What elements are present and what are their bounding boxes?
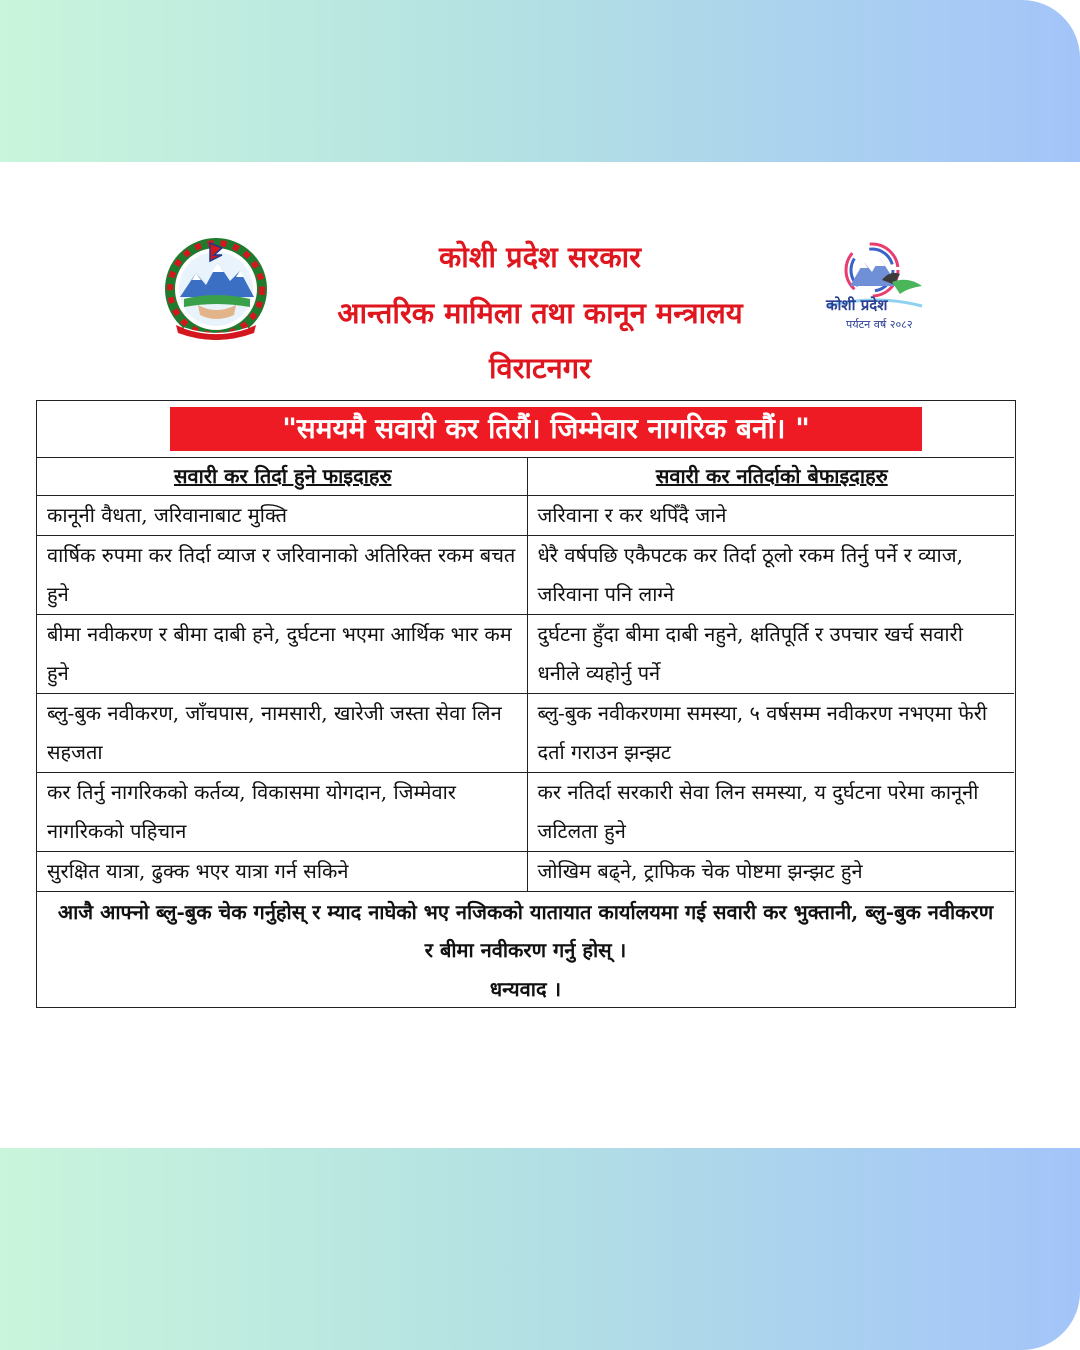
- disadvantage-cell: जोखिम बढ्ने, ट्राफिक चेक पोष्टमा झन्झट हुने: [527, 852, 1014, 892]
- benefit-cell: बीमा नवीकरण र बीमा दाबी हने, दुर्घटना भएमा आर्थिक भार कम हुने: [37, 615, 527, 694]
- header-government: कोशी प्रदेश सरकार: [439, 240, 641, 274]
- comparison-table: [37, 458, 1014, 892]
- table-row: [37, 615, 1014, 694]
- disadvantage-cell: ब्लु-बुक नवीकरणमा समस्या, ५ वर्षसम्म नवीकरण नभएमा फेरी दर्ता गराउन झन्झट: [527, 694, 1014, 773]
- table-header-row: [37, 458, 1014, 496]
- slogan-banner: "समयमै सवारी कर तिरौं। जिम्मेवार नागरिक बनौं। ": [170, 407, 922, 451]
- table-row: [37, 536, 1014, 615]
- disadvantage-cell: दुर्घटना हुँदा बीमा दाबी नहुने, क्षतिपूर्ति र उपचार खर्च सवारी धनीले व्यहोर्नु पर्ने: [527, 615, 1014, 694]
- notice-box: [36, 400, 1016, 1008]
- table-row: [37, 496, 1014, 536]
- header-ministry: आन्तरिक मामिला तथा कानून मन्त्रालय: [337, 296, 743, 330]
- disadvantage-cell: धेरै वर्षपछि एकैपटक कर तिर्दा ठूलो रकम तिर्नु पर्ने र व्याज, जरिवाना पनि लाग्ने: [527, 536, 1014, 615]
- slogan-row: [37, 401, 1014, 458]
- bottom-gradient-band: [0, 1148, 1080, 1350]
- benefit-cell: कर तिर्नु नागरिकको कर्तव्य, विकासमा योगदान, जिम्मेवार नागरिकको पहिचान: [37, 773, 527, 852]
- koshi-logo-subtitle: पर्यटन वर्ष २०८२: [846, 318, 913, 331]
- benefit-cell: ब्लु-बुक नवीकरण, जाँचपास, नामसारी, खारेजी जस्ता सेवा लिन सहजता: [37, 694, 527, 773]
- table-row: [37, 773, 1014, 852]
- top-gradient-band: [0, 0, 1080, 162]
- header-city: विराटनगर: [489, 351, 591, 385]
- table-row: [37, 694, 1014, 773]
- disadvantage-cell: कर नतिर्दा सरकारी सेवा लिन समस्या, य दुर्घटना परेमा कानूनी जटिलता हुने: [527, 773, 1014, 852]
- benefit-cell: सुरक्षित यात्रा, ढुक्क भएर यात्रा गर्न सकिने: [37, 852, 527, 892]
- disadvantage-cell: जरिवाना र कर थपिँदै जाने: [527, 496, 1014, 536]
- benefit-cell: कानूनी वैधता, जरिवानाबाट मुक्ति: [37, 496, 527, 536]
- header-benefits: सवारी कर तिर्दा हुने फाइदाहरु: [37, 458, 527, 496]
- footer-instruction: आजै आफ्नो ब्लु-बुक चेक गर्नुहोस् र म्याद नाघेको भए नजिकको यातायात कार्यालयमा गई सवारी कर भुक्तानी, ब्लु-बुक नवीकरण र बीमा नवीकरण गर्नु होस् ।: [57, 900, 994, 962]
- table-row: [37, 852, 1014, 892]
- header-disadvantages: सवारी कर नतिर्दाको बेफाइदाहरु: [527, 458, 1014, 496]
- thank-you-text: धन्यवाद ।: [489, 977, 562, 1001]
- benefit-cell: वार्षिक रुपमा कर तिर्दा व्याज र जरिवानाको अतिरिक्त रकम बचत हुने: [37, 536, 527, 615]
- koshi-logo-title: कोशी प्रदेश: [826, 296, 888, 314]
